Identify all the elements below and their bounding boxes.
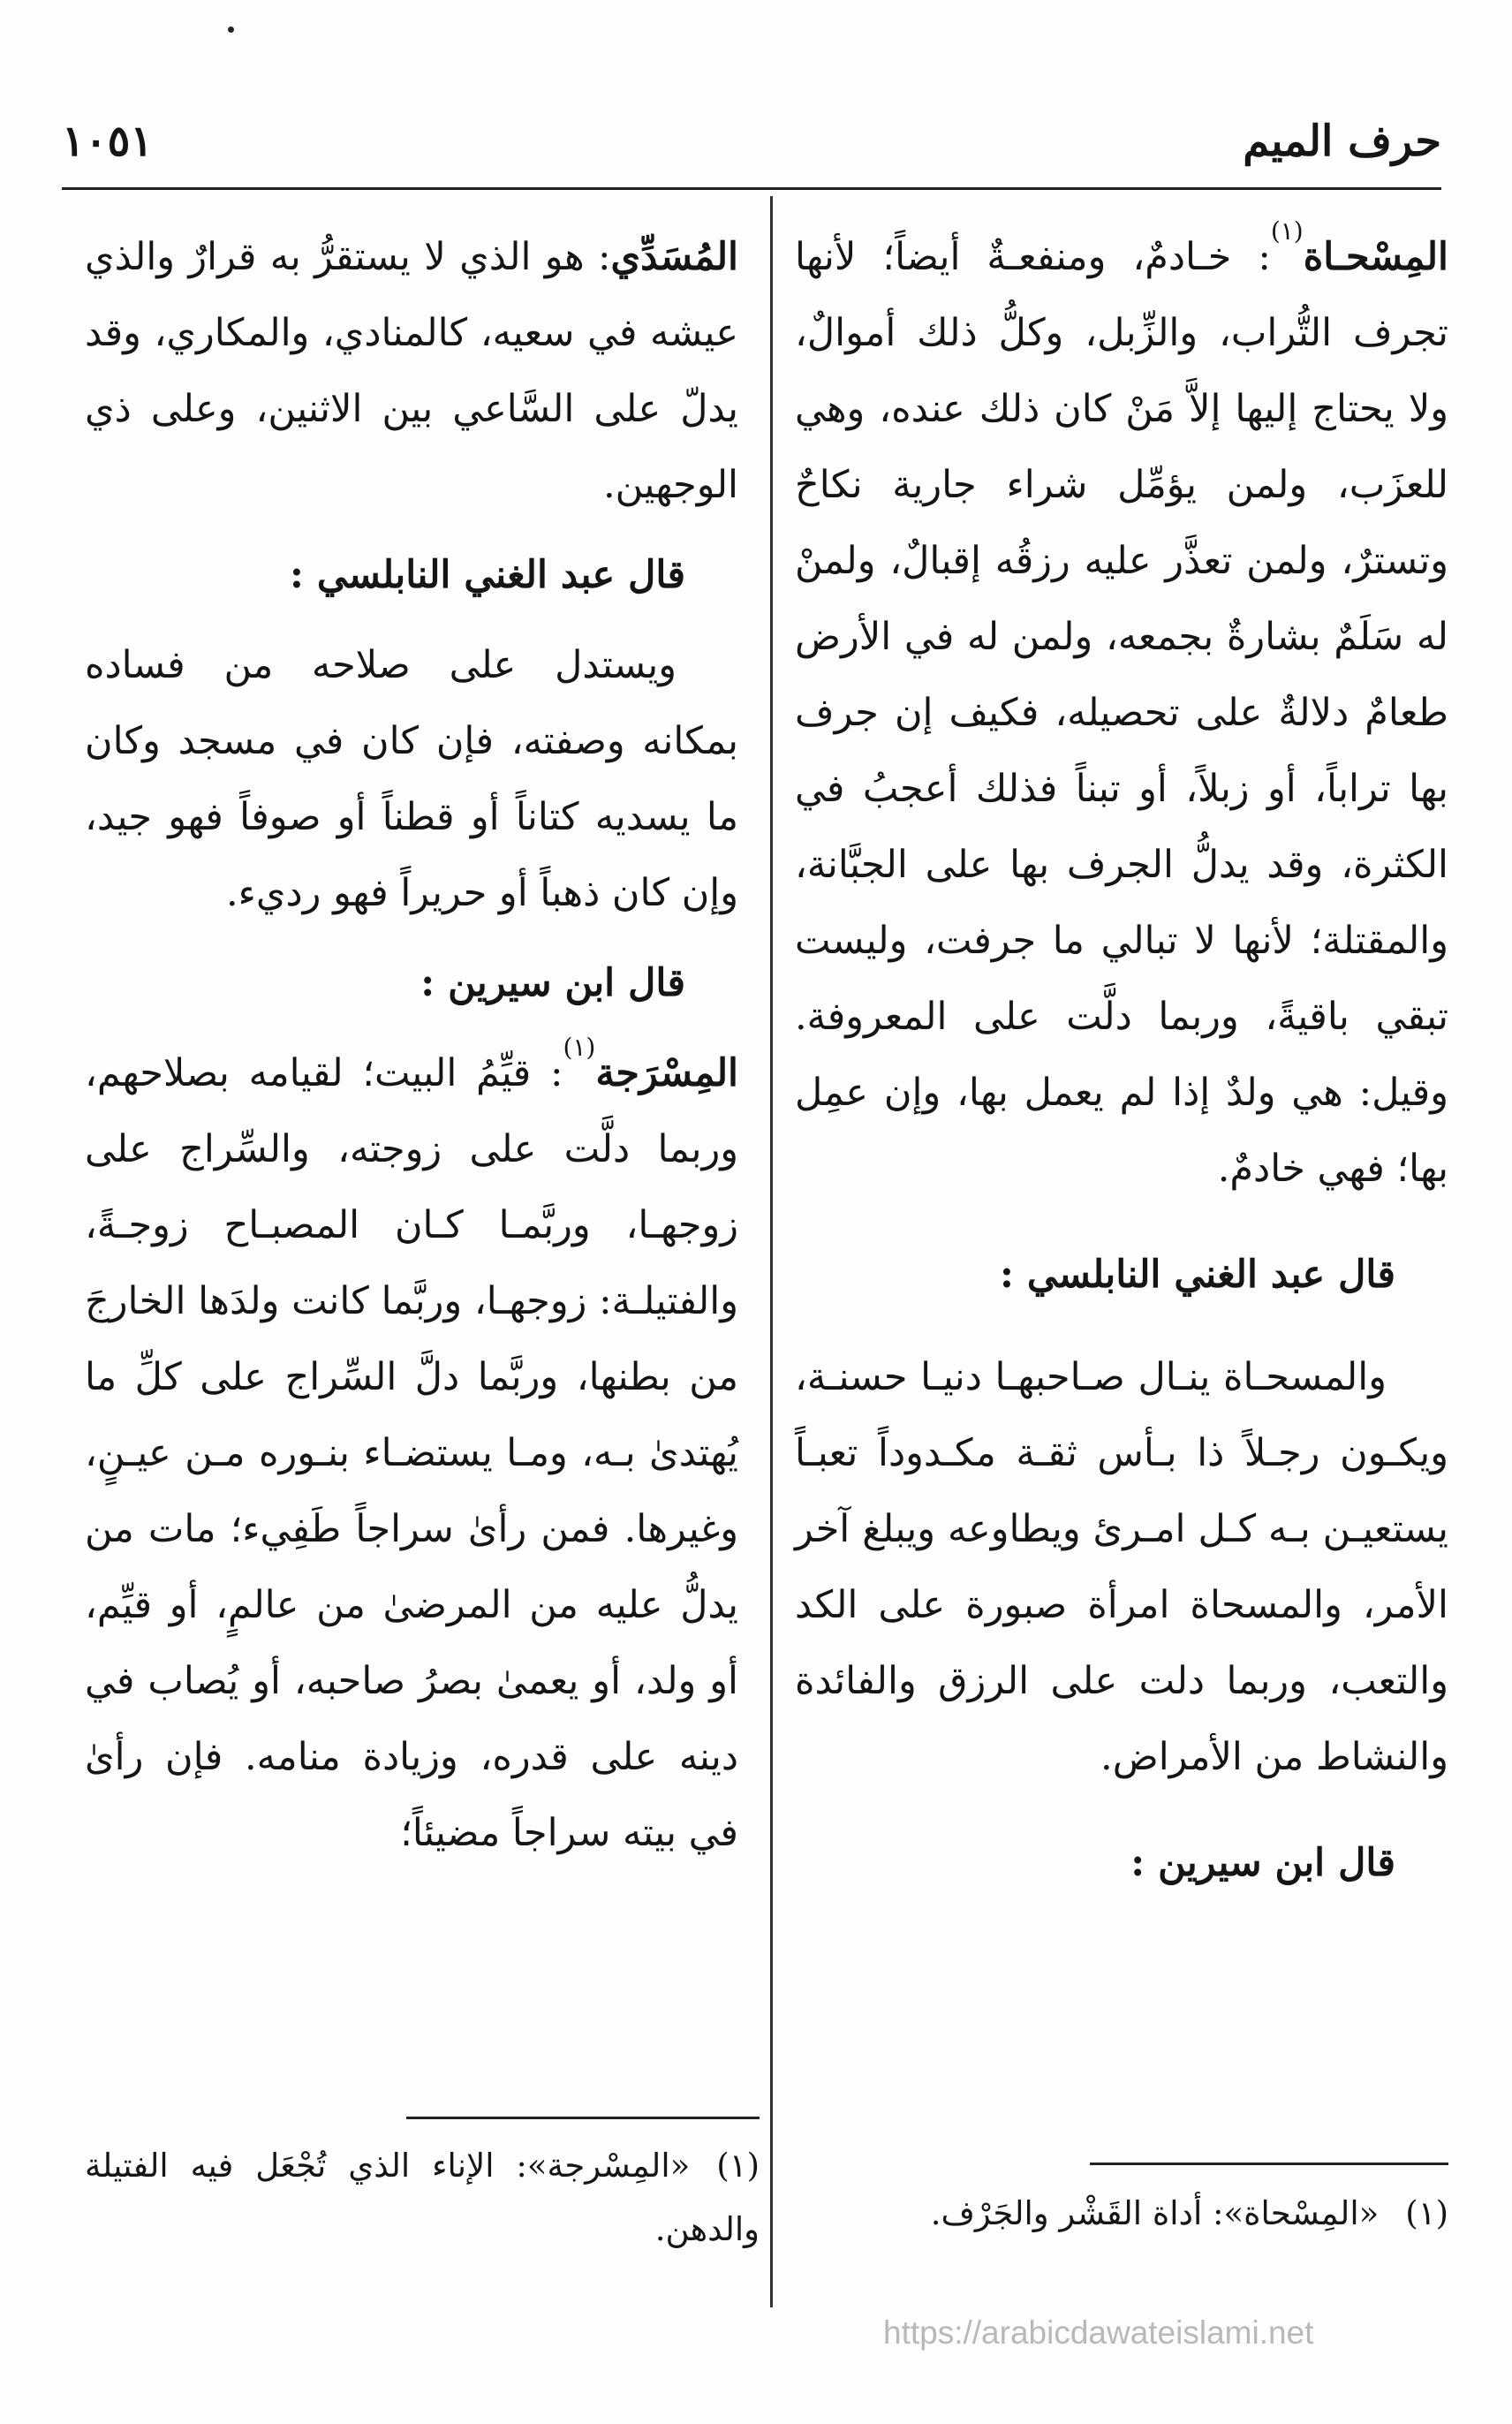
entry-mishah [795, 216, 1448, 1207]
footnote-rule [406, 2117, 760, 2119]
footnote [85, 2134, 760, 2261]
left-column [85, 219, 738, 1871]
chapter-title: حرف الميم [1243, 117, 1441, 166]
entry-musaddi [85, 219, 738, 523]
running-header [62, 106, 1441, 177]
section-heading: قال ابن سيرين : [420, 961, 685, 1005]
page-number: ١٠٥١ [62, 117, 154, 166]
footnote-ref: (١) [1270, 216, 1304, 246]
paragraph: والمسحـاة ينـال صـاحبهـا دنيـا حسنـة، ويكـون رجـلاً ذا بـأس ثقـة مكـدوداً تعبـاً يستعيـن بـه كـل امـرئ ويطاوعه ويبلغ آخر الأمر، والمسحاة امرأة صبورة على الكد والتعب، وربما دلت على الرزق والفائدة والنشاط من الأمراض. [795, 1355, 1448, 1779]
footnote-text: «المِسْرجة»: الإناء الذي تُجْعَل فيه الفتيلة والدهن. [85, 2147, 760, 2248]
entry-body: : خـادمٌ، ومنفعـةٌ أيضاً؛ لأنها تجرف التُّراب، والزِّبل، وكلُّ ذلك أموالٌ، ولا يحتاج إليها إلاَّ مَنْ كان ذلك عنده، وهي للعزَب، ولمن يؤمِّل شراء جارية نكاحٌ وتسترٌ، ولمن تعذَّر عليه رزقُه إقبالٌ، ولمنْ له سَلَمٌ بشارةٌ بجمعه، ولمن له في الأرض طعامٌ دلالةٌ على تحصيله، فكيف إن جرف بها تراباً، أو زبلاً، أو تبناً فذلك أعجبُ في الكثرة، وقد يدلُّ الجرف بها على الجبَّانة، والمقتلة؛ لأنها لا تبالي ما جرفت، وليست تبقي باقيةً، وربما دلَّت على المعروفة. وقيل: هي ولدٌ إذا لم يعمل بها، وإن عمِل بها؛ فهي خادمٌ. [795, 235, 1448, 1191]
footnote-text: «المِسْحاة»: أداة القَشْر والجَرْف. [930, 2194, 1380, 2232]
footnote-number: (١) [716, 2147, 760, 2185]
entry-headword: المِسْرَجة [595, 1051, 738, 1095]
section-heading: قال عبد الغني النابلسي : [1000, 1253, 1395, 1297]
entry-misraja [85, 1035, 738, 1871]
footnote-ref: (١) [563, 1033, 596, 1062]
section-heading: قال ابن سيرين : [1130, 1841, 1395, 1885]
right-column [795, 216, 1448, 1928]
paragraph: ويستدل على صلاحه من فساده بمكانه وصفته، فإن كان في مسجد وكان ما يسديه كتاناً أو قطناً أو صوفاً فهو جيد، وإن كان ذهباً أو حريراً فهو رديء. [85, 643, 738, 915]
section-heading: قال عبد الغني النابلسي : [290, 553, 685, 597]
column-divider [770, 196, 773, 2307]
entry-headword: المُسَدِّي [610, 235, 738, 279]
entry-body: : هو الذي لا يستقرُّ به قرارٌ والذي عيشه في سعيه، كالمنادي، والمكاري، وقد يدلّ على السَّاعي بين الاثنين، وعلى ذي الوجهين. [85, 235, 738, 507]
footnote-number: (١) [1405, 2194, 1448, 2232]
entry-headword: المِسْحـاة [1303, 235, 1448, 279]
watermark-url: https://arabicdawateislami.net [883, 2314, 1314, 2351]
ink-dot [228, 27, 234, 33]
header-rule [62, 187, 1441, 190]
footnote [795, 2182, 1448, 2246]
entry-body: : قيِّمُ البيت؛ لقيامه بصلاحهم، وربما دلَّت على زوجته، والسِّراج على زوجهـا، وربَّمـا كـان المصبـاح زوجـةً، والفتيلـة: زوجهـا، وربَّما كانت ولدَها الخارجَ من بطنها، وربَّما دلَّ السِّراج على كلِّ ما يُهتدىٰ بـه، ومـا يستضـاء بنـوره مـن عيـنٍ، وغيرها. فمن رأىٰ سراجاً طَفِيء؛ مات من يدلُّ عليه من المرضىٰ من عالمٍ، أو قيِّم، أو ولد، أو يعمىٰ بصرُ صاحبه، أو يُصاب في دينه على قدره، وزيادة منامه. فإن رأىٰ في بيته سراجاً مضيئاً؛ [85, 1051, 738, 1855]
footnote-rule [1090, 2163, 1448, 2165]
